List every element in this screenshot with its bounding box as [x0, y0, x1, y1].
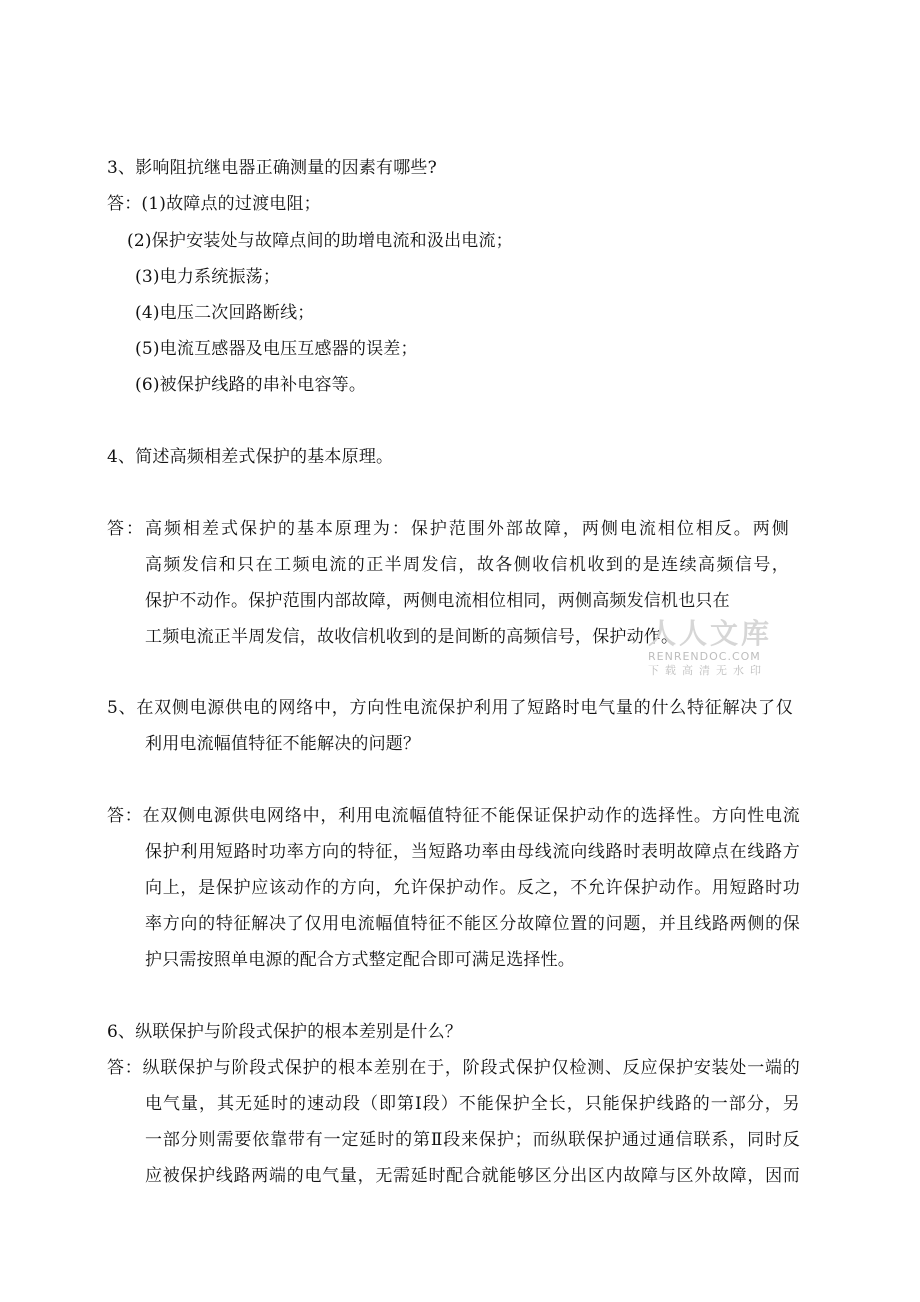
q6-answer-line-3: 一部分则需要依靠带有一定延时的第Ⅱ段来保护；而纵联保护通过通信联系，同时反	[145, 1130, 800, 1150]
q3-answer-line-2: (2)保护安装处与故障点间的助增电流和汲出电流；	[127, 231, 513, 251]
q6-answer-line-2: 电气量，其无延时的速动段（即第Ⅰ段）不能保护全长，只能保护线路的一部分，另	[145, 1094, 800, 1114]
q6-question: 6、纵联保护与阶段式保护的根本差别是什么？	[107, 1022, 463, 1042]
q3-answer-line-1: 答：(1)故障点的过渡电阻；	[107, 194, 321, 214]
q5-answer-line-3: 向上，是保护应该动作的方向，允许保护动作。反之，不允许保护动作。用短路时功	[145, 878, 800, 898]
q3-answer-line-5: (5)电流互感器及电压互感器的误差；	[135, 339, 418, 359]
q4-answer-line-3: 保护不动作。保护范围内部故障，两侧电流相位相同，两侧高频发信机也只在	[145, 591, 730, 611]
q3-answer-line-3: (3)电力系统振荡；	[135, 267, 281, 287]
watermark-subtitle: 下载高清无水印	[648, 664, 767, 677]
q5-answer-line-2: 保护利用短路时功率方向的特征，当短路功率由母线流向线路时表明故障点在线路方	[145, 842, 800, 862]
q6-answer-line-1: 答：纵联保护与阶段式保护的根本差别在于，阶段式保护仅检测、反应保护安装处一端的	[107, 1058, 800, 1078]
q3-question: 3、影响阻抗继电器正确测量的因素有哪些?	[107, 158, 437, 178]
watermark-title: 人人文库	[648, 617, 773, 650]
q3-answer-line-6: (6)被保护线路的串补电容等。	[135, 375, 367, 395]
q4-question: 4、简述高频相差式保护的基本原理。	[107, 447, 394, 467]
q4-answer-line-4: 工频电流正半周发信，故收信机收到的是间断的高频信号，保护动作。	[145, 627, 679, 647]
q5-answer-line-4: 率方向的特征解决了仅用电流幅值特征不能区分故障位置的问题，并且线路两侧的保	[145, 914, 800, 934]
q5-question-line-1: 5、在双侧电源供电的网络中，方向性电流保护利用了短路时电气量的什么特征解决了仅	[107, 698, 793, 718]
q5-answer-line-5: 护只需按照单电源的配合方式整定配合即可满足选择性。	[145, 950, 575, 970]
q6-answer-line-4: 应被保护线路两端的电气量，无需延时配合就能够区分出区内故障与区外故障，因而	[145, 1166, 800, 1186]
q4-answer-line-1: 答：高频相差式保护的基本原理为：保护范围外部故障，两侧电流相位相反。两侧	[107, 519, 789, 539]
watermark-logo	[648, 618, 778, 688]
q3-answer-line-4: (4)电压二次回路断线；	[135, 303, 315, 323]
q5-question-line-2: 利用电流幅值特征不能解决的问题？	[145, 734, 421, 754]
watermark-site: RENRENDOC.COM	[648, 650, 761, 663]
q5-answer-line-1: 答：在双侧电源供电网络中，利用电流幅值特征不能保证保护动作的选择性。方向性电流	[107, 806, 800, 826]
q4-answer-line-2: 高频发信和只在工频电流的正半周发信，故各侧收信机收到的是连续高频信号，	[145, 555, 789, 575]
